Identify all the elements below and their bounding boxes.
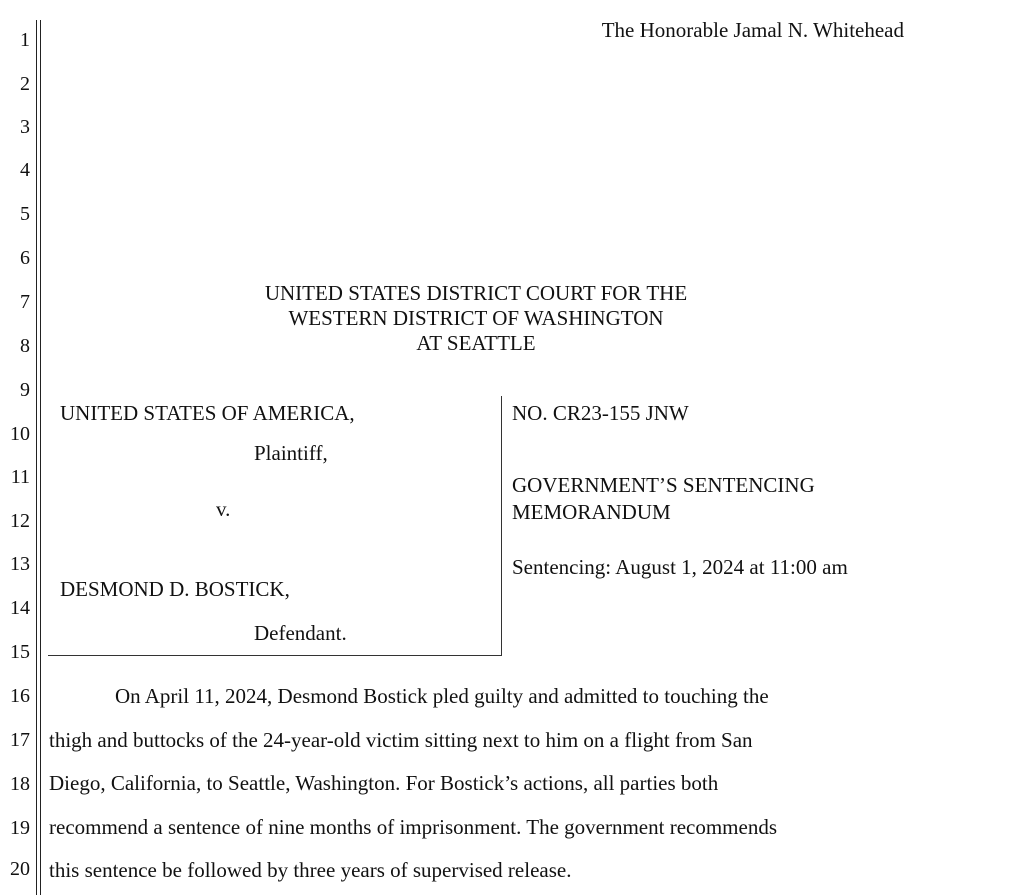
court-heading-line-2: WESTERN DISTRICT OF WASHINGTON	[288, 306, 664, 330]
body-line: On April 11, 2024, Desmond Bostick pled guilty and admitted to touching the	[115, 684, 769, 708]
line-number: 4	[20, 159, 30, 181]
court-heading-line-3: AT SEATTLE	[416, 331, 536, 355]
plaintiff-role: Plaintiff,	[254, 441, 328, 465]
line-number: 12	[10, 510, 30, 532]
line-number: 14	[10, 597, 30, 619]
line-number: 13	[10, 553, 30, 575]
line-number: 10	[10, 423, 30, 445]
line-number: 6	[20, 247, 30, 269]
body-line: recommend a sentence of nine months of imprisonment. The government recommends	[49, 815, 777, 839]
plaintiff-name: UNITED STATES OF AMERICA,	[60, 401, 355, 425]
document-title-line-2: MEMORANDUM	[512, 500, 671, 524]
defendant-name: DESMOND D. BOSTICK,	[60, 577, 290, 601]
margin-rule-right	[40, 20, 41, 895]
line-number: 5	[20, 203, 30, 225]
document-title-line-1: GOVERNMENT’S SENTENCING	[512, 473, 815, 497]
line-number: 7	[20, 291, 30, 313]
line-number-column	[0, 0, 30, 895]
body-line: Diego, California, to Seattle, Washington. For Bostick’s actions, all parties both	[49, 771, 719, 795]
body-line: thigh and buttocks of the 24-year-old victim sitting next to him on a flight from San	[49, 728, 753, 752]
body-line: this sentence be followed by three years of supervised release.	[49, 858, 572, 882]
court-heading-line-1: UNITED STATES DISTRICT COURT FOR THE	[264, 281, 688, 305]
line-number: 1	[20, 29, 30, 51]
line-number: 16	[10, 685, 30, 707]
sentencing-date: Sentencing: August 1, 2024 at 11:00 am	[512, 555, 848, 579]
line-number: 18	[10, 773, 30, 795]
line-number: 19	[10, 817, 30, 839]
line-number: 3	[20, 116, 30, 138]
line-number: 8	[20, 335, 30, 357]
judge-name: The Honorable Jamal N. Whitehead	[601, 18, 904, 42]
case-number: NO. CR23-155 JNW	[512, 401, 689, 425]
line-number: 20	[10, 858, 30, 880]
line-number: 17	[10, 729, 30, 751]
line-number: 9	[20, 379, 30, 401]
line-number: 2	[20, 73, 30, 95]
case-caption-box	[48, 396, 502, 656]
line-number: 11	[10, 466, 30, 488]
line-number: 15	[10, 641, 30, 663]
defendant-role: Defendant.	[254, 621, 347, 645]
margin-rule-left	[36, 20, 37, 895]
versus-label: v.	[216, 497, 231, 521]
